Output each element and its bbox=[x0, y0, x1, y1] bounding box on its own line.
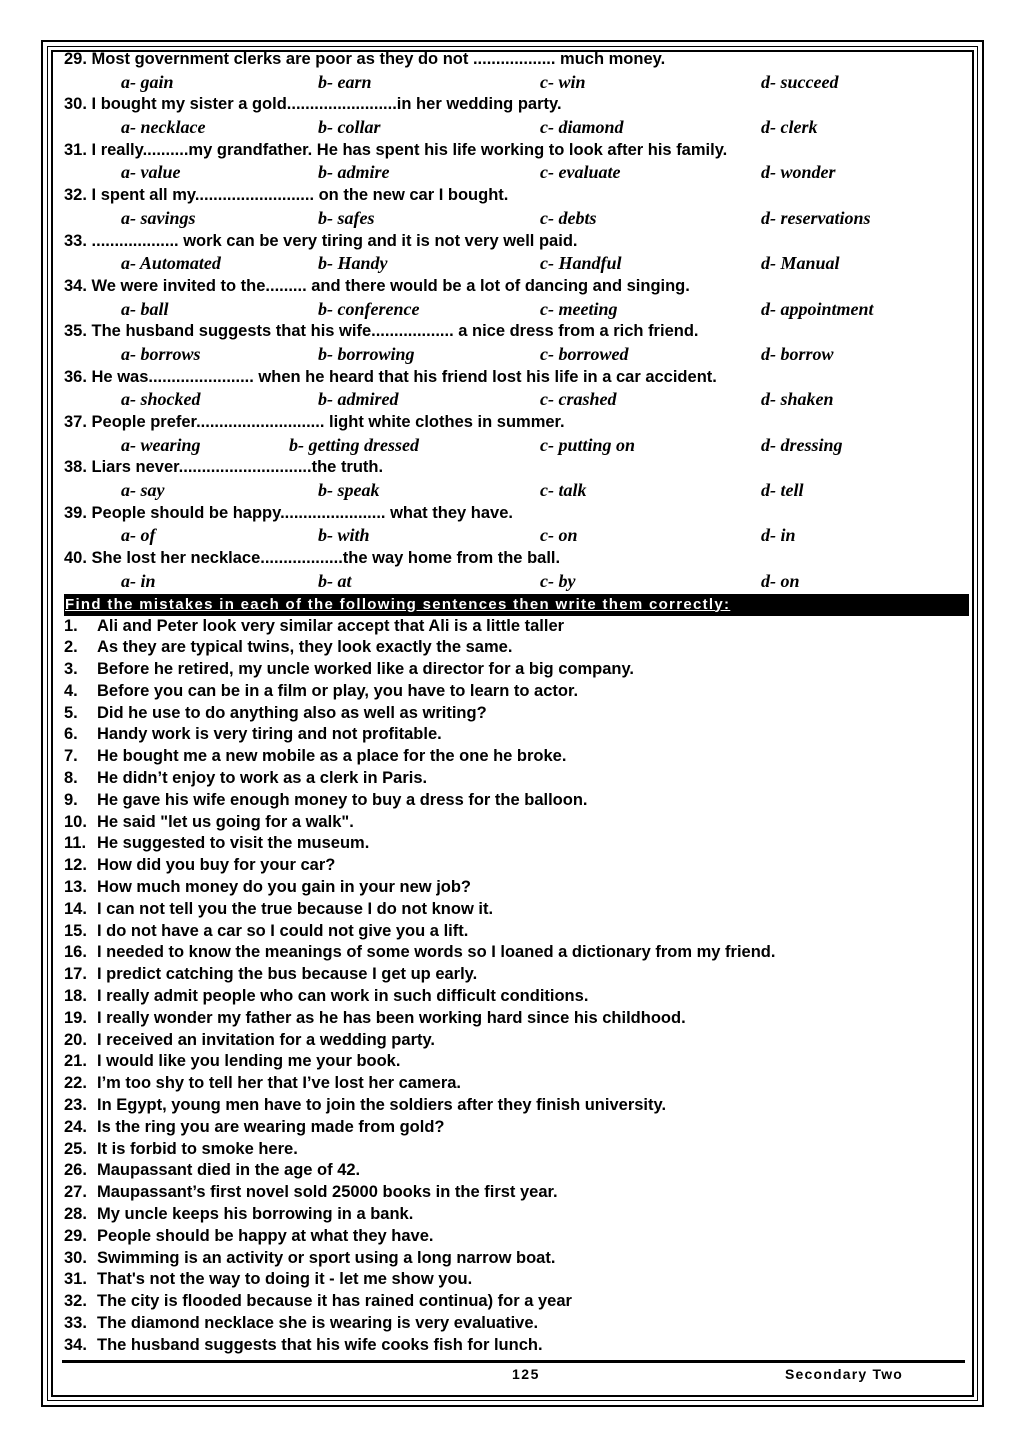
sentence-number: 13. bbox=[64, 878, 87, 897]
sentence-text: Maupassant died in the age of 42. bbox=[97, 1161, 361, 1180]
sentence-number: 20. bbox=[64, 1030, 87, 1049]
sentence-text: He didn’t enjoy to work as a clerk in Paris. bbox=[97, 769, 428, 788]
sentence-number: 3. bbox=[64, 660, 78, 679]
option-d: d- shaken bbox=[761, 389, 834, 410]
option-a: a- ball bbox=[121, 298, 169, 319]
sentence-text: People should be happy at what they have. bbox=[97, 1226, 434, 1245]
mistake-sentence bbox=[64, 1160, 969, 1182]
mcq-options bbox=[64, 434, 969, 457]
mcq-options bbox=[64, 116, 969, 139]
option-b: b- speak bbox=[318, 480, 380, 501]
option-d: d- appointment bbox=[761, 298, 874, 319]
sentence-number: 9. bbox=[64, 790, 78, 809]
mistake-sentence bbox=[64, 768, 969, 790]
mcq-options bbox=[64, 71, 969, 94]
option-d: d- succeed bbox=[761, 71, 839, 92]
page-content bbox=[64, 48, 969, 1357]
mistake-sentence bbox=[64, 921, 969, 943]
sentence-text: The diamond necklace she is wearing is very evaluative. bbox=[97, 1314, 539, 1332]
mistake-sentence bbox=[64, 833, 969, 855]
mistake-sentence bbox=[64, 877, 969, 899]
sentence-text: I’m too shy to tell her that I’ve lost her camera. bbox=[97, 1074, 462, 1093]
sentence-number: 12. bbox=[64, 856, 87, 875]
option-c: c- meeting bbox=[540, 298, 618, 319]
sentence-number: 17. bbox=[64, 965, 87, 984]
mcq-question: 34. We were invited to the......... and there would be a lot of dancing and singing. bbox=[64, 276, 690, 295]
option-c: c- putting on bbox=[540, 434, 636, 455]
mcq-question: 38. Liars never.............................the truth. bbox=[64, 458, 384, 477]
mistake-sentence bbox=[64, 1269, 969, 1291]
sentence-text: Before he retired, my uncle worked like a director for a big company. bbox=[97, 660, 635, 679]
option-b: b- admired bbox=[318, 389, 399, 410]
sentence-number: 14. bbox=[64, 899, 87, 918]
mistake-sentence bbox=[64, 1139, 969, 1161]
sentence-number: 18. bbox=[64, 987, 87, 1006]
sentence-text: He suggested to visit the museum. bbox=[97, 834, 370, 853]
option-c: c- on bbox=[540, 525, 578, 546]
mistake-sentence bbox=[64, 855, 969, 877]
sentence-text: The husband suggests that his wife cooks fish for lunch. bbox=[97, 1335, 543, 1354]
mistake-sentence bbox=[64, 703, 969, 725]
sentence-text: I really wonder my father as he has been working hard since his childhood. bbox=[97, 1008, 686, 1027]
option-c: c- diamond bbox=[540, 117, 624, 138]
sentence-text: Did he use to do anything also as well as writing? bbox=[97, 703, 487, 722]
option-c: c- by bbox=[540, 570, 576, 591]
mcq-options bbox=[64, 570, 969, 593]
sentence-number: 29. bbox=[64, 1226, 87, 1245]
sentence-text: As they are typical twins, they look exactly the same. bbox=[97, 638, 513, 657]
mistake-sentence bbox=[64, 637, 969, 659]
option-a: a- say bbox=[121, 480, 165, 501]
mcq-options bbox=[64, 479, 969, 502]
option-b: b- collar bbox=[318, 117, 381, 138]
mcq-question: 32. I spent all my.......................... on the new car I bought. bbox=[64, 186, 509, 205]
option-c: c- talk bbox=[540, 480, 587, 501]
mcq-question: 29. Most government clerks are poor as they do not .................. much money. bbox=[64, 50, 666, 68]
mcq-options bbox=[64, 343, 969, 366]
sentence-text: My uncle keeps his borrowing in a bank. bbox=[97, 1205, 414, 1224]
sentence-number: 22. bbox=[64, 1074, 87, 1093]
option-a: a- shocked bbox=[121, 389, 201, 410]
mcq-options bbox=[64, 524, 969, 547]
option-b: b- with bbox=[318, 525, 370, 546]
sentence-number: 19. bbox=[64, 1008, 87, 1027]
sentence-text: Ali and Peter look very similar accept that Ali is a little taller bbox=[97, 616, 565, 635]
mistake-sentence bbox=[64, 812, 969, 834]
mistake-sentence bbox=[64, 1204, 969, 1226]
mistake-sentence bbox=[64, 1313, 969, 1335]
mistake-sentence bbox=[64, 616, 969, 638]
mistake-sentence bbox=[64, 1226, 969, 1248]
mistake-sentence bbox=[64, 1073, 969, 1095]
sentence-text: He gave his wife enough money to buy a dress for the balloon. bbox=[97, 790, 588, 809]
sentence-text: I can not tell you the true because I do not know it. bbox=[97, 899, 494, 918]
option-d: d- wonder bbox=[761, 162, 836, 183]
option-d: d- borrow bbox=[761, 343, 834, 364]
sentence-number: 23. bbox=[64, 1096, 87, 1115]
sentence-text: I would like you lending me your book. bbox=[97, 1052, 401, 1071]
option-c: c- win bbox=[540, 71, 586, 92]
option-a: a- value bbox=[121, 162, 181, 183]
option-d: d- clerk bbox=[761, 117, 818, 138]
sentence-number: 11. bbox=[64, 834, 87, 853]
sentence-number: 16. bbox=[64, 943, 87, 962]
sentence-number: 8. bbox=[64, 769, 78, 788]
sentence-number: 30. bbox=[64, 1248, 87, 1267]
sentence-number: 7. bbox=[64, 747, 78, 766]
option-b: b- getting dressed bbox=[289, 434, 419, 455]
sentence-number: 32. bbox=[64, 1292, 87, 1311]
mistake-sentence bbox=[64, 1030, 969, 1052]
mistake-sentence bbox=[64, 1008, 969, 1030]
option-a: a- borrows bbox=[121, 343, 201, 364]
sentence-text: It is forbid to smoke here. bbox=[97, 1139, 298, 1158]
mistake-sentence bbox=[64, 790, 969, 812]
sentence-text: Handy work is very tiring and not profitable. bbox=[97, 725, 442, 744]
mcq-question: 40. She lost her necklace..................the way home from the ball. bbox=[64, 549, 561, 568]
mistake-sentence bbox=[64, 681, 969, 703]
footer-label: Secondary Two bbox=[785, 1366, 904, 1382]
sentence-number: 27. bbox=[64, 1183, 87, 1202]
mcq-question: 39. People should be happy....................... what they have. bbox=[64, 503, 513, 522]
sentence-text: Swimming is an activity or sport using a long narrow boat. bbox=[97, 1248, 556, 1267]
mistake-sentence bbox=[64, 1182, 969, 1204]
option-d: d- tell bbox=[761, 480, 804, 501]
mistake-sentence bbox=[64, 899, 969, 921]
mistake-sentence bbox=[64, 1117, 969, 1139]
option-a: a- savings bbox=[121, 207, 196, 228]
sentence-number: 24. bbox=[64, 1117, 87, 1136]
sentence-number: 34. bbox=[64, 1335, 87, 1354]
option-a: a- of bbox=[121, 525, 156, 546]
mistake-sentence bbox=[64, 1051, 969, 1073]
mistake-sentence bbox=[64, 942, 969, 964]
sentence-number: 15. bbox=[64, 921, 87, 940]
sentence-text: The city is flooded because it has rained continua) for a year bbox=[97, 1292, 572, 1311]
sentence-number: 6. bbox=[64, 725, 78, 744]
sentence-text: In Egypt, young men have to join the soldiers after they finish university. bbox=[97, 1096, 667, 1115]
sentence-number: 31. bbox=[64, 1270, 87, 1289]
mcq-options bbox=[64, 161, 969, 184]
sentence-text: I do not have a car so I could not give you a lift. bbox=[97, 921, 469, 940]
mcq-options bbox=[64, 388, 969, 411]
sentence-number: 33. bbox=[64, 1314, 87, 1332]
sentence-text: Before you can be in a film or play, you have to learn to actor. bbox=[97, 681, 579, 700]
mcq-list bbox=[64, 48, 969, 593]
sentence-number: 21. bbox=[64, 1052, 87, 1071]
option-d: d- in bbox=[761, 525, 796, 546]
sentence-text: I really admit people who can work in such difficult conditions. bbox=[97, 987, 589, 1006]
option-b: b- safes bbox=[318, 207, 375, 228]
option-c: c- evaluate bbox=[540, 162, 621, 183]
sentence-text: How much money do you gain in your new job? bbox=[97, 878, 472, 897]
mcq-options bbox=[64, 207, 969, 230]
option-d: d- on bbox=[761, 570, 800, 591]
sentence-text: Is the ring you are wearing made from gold? bbox=[97, 1117, 445, 1136]
mistake-sentence bbox=[64, 1291, 969, 1313]
option-a: a- in bbox=[121, 570, 156, 591]
sentence-text: I received an invitation for a wedding party. bbox=[97, 1030, 436, 1049]
option-a: a- necklace bbox=[121, 117, 206, 138]
mistake-sentence bbox=[64, 1248, 969, 1270]
sentence-text: He said "let us going for a walk". bbox=[97, 812, 354, 831]
sentence-text: That's not the way to doing it - let me show you. bbox=[97, 1270, 473, 1289]
footer-rule bbox=[62, 1360, 965, 1363]
mcq-question: 30. I bought my sister a gold........................in her wedding party. bbox=[64, 95, 562, 114]
sentence-number: 1. bbox=[64, 616, 78, 635]
sentence-number: 5. bbox=[64, 703, 78, 722]
option-b: b- at bbox=[318, 570, 352, 591]
mcq-question: 31. I really..........my grandfather. He has spent his life working to look after his family. bbox=[64, 140, 728, 159]
sentence-number: 2. bbox=[64, 638, 78, 657]
mistake-sentence bbox=[64, 724, 969, 746]
sentence-text: He bought me a new mobile as a place for the one he broke. bbox=[97, 747, 567, 766]
sentence-number: 26. bbox=[64, 1161, 87, 1180]
sentence-text: I needed to know the meanings of some words so I loaned a dictionary from my friend. bbox=[97, 943, 776, 962]
sentence-text: I predict catching the bus because I get up early. bbox=[97, 965, 478, 984]
mcq-question: 33. ................... work can be very tiring and it is not very well paid. bbox=[64, 231, 578, 250]
sentence-text: Maupassant’s first novel sold 25000 books in the first year. bbox=[97, 1183, 558, 1202]
sentence-number: 4. bbox=[64, 681, 78, 700]
mistake-sentence bbox=[64, 1335, 969, 1357]
option-d: d- dressing bbox=[761, 434, 843, 455]
option-c: c- Handful bbox=[540, 253, 622, 274]
section-heading: Find the mistakes in each of the following sentences then write them correctly: bbox=[64, 594, 969, 616]
option-a: a- gain bbox=[121, 71, 174, 92]
option-d: d- reservations bbox=[761, 207, 871, 228]
option-b: b- earn bbox=[318, 71, 372, 92]
mistake-sentence bbox=[64, 964, 969, 986]
mistake-sentence bbox=[64, 986, 969, 1008]
option-b: b- conference bbox=[318, 298, 420, 319]
mcq-question: 37. People prefer............................ light white clothes in summer. bbox=[64, 413, 565, 431]
mistake-sentence bbox=[64, 659, 969, 681]
option-a: a- wearing bbox=[121, 434, 201, 455]
sentence-text: How did you buy for your car? bbox=[97, 856, 336, 875]
option-b: b- admire bbox=[318, 162, 390, 183]
mcq-options bbox=[64, 252, 969, 275]
sentence-number: 25. bbox=[64, 1139, 87, 1158]
mistake-sentence bbox=[64, 1095, 969, 1117]
option-c: c- borrowed bbox=[540, 343, 629, 364]
option-d: d- Manual bbox=[761, 253, 840, 274]
mistake-sentence bbox=[64, 746, 969, 768]
mcq-question: 35. The husband suggests that his wife.................. a nice dress from a rich friend. bbox=[64, 322, 699, 341]
sentence-number: 10. bbox=[64, 812, 87, 831]
mistakes-list bbox=[64, 616, 969, 1357]
page-number: 125 bbox=[512, 1366, 540, 1382]
option-b: b- borrowing bbox=[318, 343, 415, 364]
option-b: b- Handy bbox=[318, 253, 388, 274]
sentence-number: 28. bbox=[64, 1205, 87, 1224]
option-a: a- Automated bbox=[121, 253, 221, 274]
mcq-options bbox=[64, 298, 969, 321]
mcq-question: 36. He was....................... when he heard that his friend lost his life in a car accident. bbox=[64, 367, 717, 386]
option-c: c- crashed bbox=[540, 389, 617, 410]
option-c: c- debts bbox=[540, 207, 597, 228]
